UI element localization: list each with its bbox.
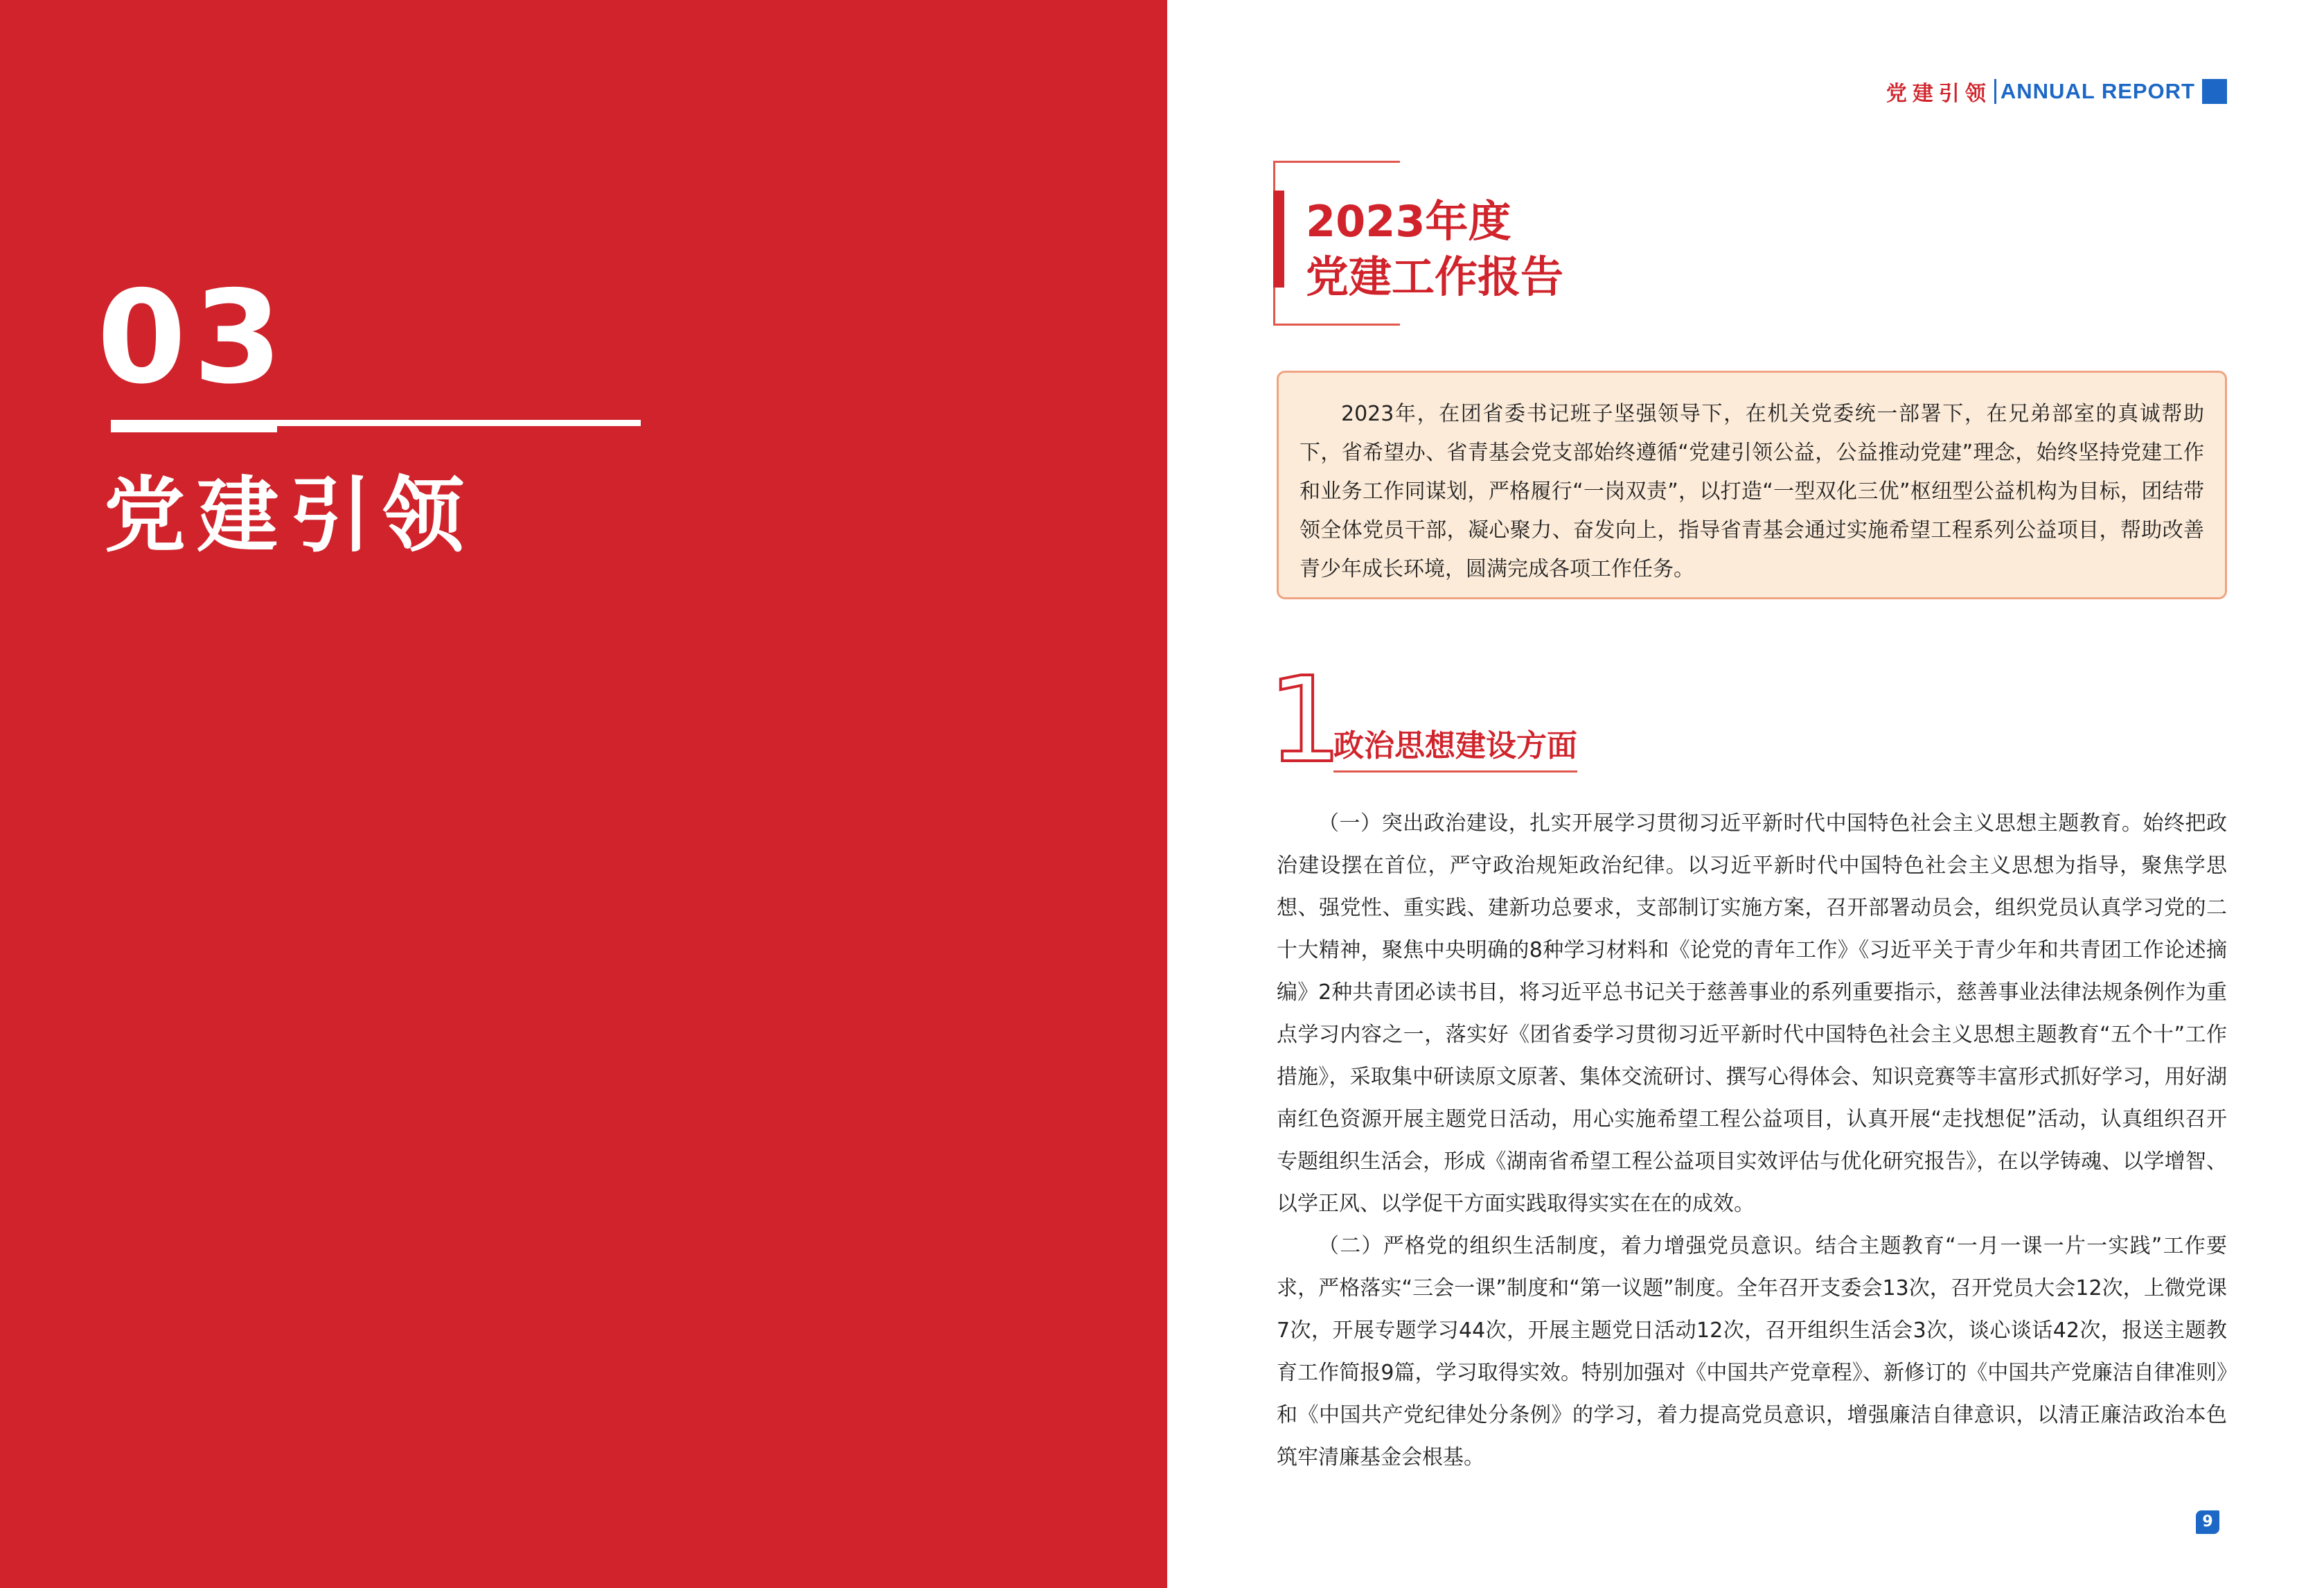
chapter-divider [111,420,641,426]
chapter-title: 党建引领 [104,468,476,563]
section-number: 1 [1268,652,1343,789]
header-square-icon [2202,79,2227,104]
header-separator [1994,79,1996,104]
chapter-divider-accent [111,426,277,432]
report-title [1306,194,1568,305]
report-title-line1: 2023年度 [1306,196,1511,247]
chapter-number: 03 [97,263,290,412]
paragraph: （二）严格党的组织生活制度，着力增强党员意识。结合主题教育“一月一课一片一实践”工作要求，严格落实“三会一课”制度和“第一议题”制度。全年召开支委会13次，召开党员大会12次，上微党课7次，开展专题学习44次，开展主题党日活动12次，召开组织生活会3次，谈心谈话42次，报送主题教育工作简报9篇，学习取得实效。特别加强对《中国共产党章程》、新修订的《中国共产党廉洁自律准则》和《中国共产党纪律处分条例》的学习，着力提高党员意识，增强廉洁自律意识，以清正廉洁政治本色筑牢清廉基金会根基。 [1277,1234,2227,1470]
section-title: 政治思想建设方面 [1333,721,1577,773]
header-report-label: ANNUAL REPORT [2000,79,2195,103]
paragraph: （一）突出政治建设，扎实开展学习贯彻习近平新时代中国特色社会主义思想主题教育。始终把政治建设摆在首位，严守政治规矩政治纪律。以习近平新时代中国特色社会主义思想为指导，聚焦学思想、强党性、重实践、建新功总要求，支部制订实施方案，召开部署动员会，组织党员认真学习党的二十大精神，聚焦中央明确的8种学习材料和《论党的青年工作》《习近平关于青少年和共青团工作论述摘编》2种共青团必读书目，将习近平总书记关于慈善事业的系列重要指示，慈善事业法律法规条例作为重点学习内容之一，落实好《团省委学习贯彻习近平新时代中国特色社会主义思想主题教育“五个十”工作措施》，采取集中研读原文原著、集体交流研讨、撰写心得体会、知识竞赛等丰富形式抓好学习，用好湖南红色资源开展主题党日活动，用心实施希望工程公益项目，认真开展“走找想促”活动，认真组织召开专题组织生活会，形成《湖南省希望工程公益项目实效评估与优化研究报告》，在以学铸魂、以学增智、以学正风、以学促干方面实践取得实实在在的成效。 [1277,811,2227,1216]
report-title-line2: 党建工作报告 [1306,252,1564,302]
body-text [1277,802,2227,1479]
intro-summary-box: 2023年，在团省委书记班子坚强领导下，在机关党委统一部署下，在兄弟部室的真诚帮助下，省希望办、省青基会党支部始终遵循“党建引领公益，公益推动党建”理念，始终坚持党建工作和业务工作同谋划，严格履行“一岗双责”，以打造“一型双化三优”枢纽型公益机构为目标，团结带领全体党员干部，凝心聚力、奋发向上，指导省青基会通过实施希望工程系列公益项目，帮助改善青少年成长环境，圆满完成各项工作任务。 [1277,371,2227,599]
running-header [1886,78,2227,105]
page-number: 9 [2196,1510,2219,1534]
header-section-label: 党建引领 [1886,82,1992,106]
